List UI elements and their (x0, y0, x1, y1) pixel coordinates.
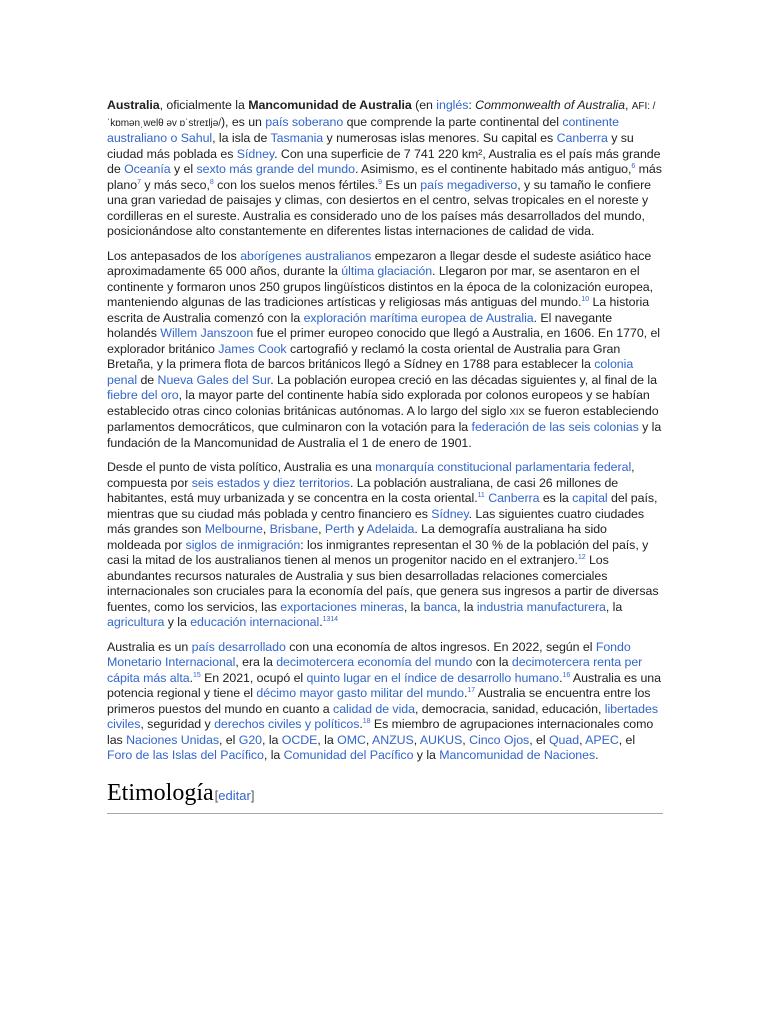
article-link[interactable]: décimo mayor gasto militar del mundo (256, 686, 464, 700)
article-link[interactable]: aborígenes australianos (240, 248, 372, 263)
text-run: más plano (107, 162, 662, 192)
text-run: de (137, 372, 158, 387)
text-run: y más seco, (140, 177, 210, 192)
text-run: Australia es una potencia regional y tiene el (107, 670, 661, 700)
text-run: En 2021, ocupó el (200, 670, 307, 685)
article-link[interactable]: última glaciación (341, 264, 433, 278)
text-run: con una economía de altos ingresos. En 2022, según el (285, 639, 596, 654)
article-link[interactable]: Sídney (431, 506, 469, 521)
text-run: del país, mientras que su ciudad más poblada y centro financiero es (107, 491, 658, 521)
reference-link[interactable]: 15 (193, 671, 201, 679)
article-link[interactable]: país megadiverso (420, 177, 518, 192)
text-run: . Llegaron por mar, se asentaron en el continente y formaron unos 250 grupos lingüísticos distintos en la época de la colonización europea, manteniendo algunas de las tradiciones artísticas y religiosas más antiguas del mundo. (107, 264, 654, 309)
article-link[interactable]: inglés (436, 98, 469, 112)
article-link[interactable]: G20 (238, 732, 263, 747)
edit-bracket-close: ] (250, 787, 255, 803)
article-link[interactable]: Naciones Unidas (126, 732, 220, 747)
text-run: . Asimismo, es el continente habitado más antiguo, (354, 162, 632, 176)
article-link[interactable]: continente australiano o Sahul (107, 114, 619, 145)
article-link[interactable]: OMC (337, 732, 366, 747)
text-run: , la mayor parte del continente había sido explorada por colonos europeos y se habían establecido otras cinco colonias británicas autónomas. A lo largo del siglo (107, 388, 650, 418)
article-link[interactable]: Oceanía (124, 162, 171, 176)
article-link[interactable]: Sídney (236, 146, 275, 161)
article-link[interactable]: Fondo Monetario Internacional (107, 639, 631, 669)
economy-paragraph (107, 640, 663, 764)
bold-term: Mancomunidad de Australia (248, 98, 412, 112)
text-run: . (595, 748, 599, 762)
text-run: , democracia, sanidad, educación, (414, 701, 605, 716)
text-run: y el (170, 162, 197, 176)
article-link[interactable]: Willem Janszoon (160, 326, 254, 340)
article-link[interactable]: derechos civiles y políticos (214, 717, 360, 731)
text-run: . El navegante holandés (107, 310, 613, 340)
edit-bracket-open: [ (214, 787, 219, 803)
text-run: . (319, 615, 323, 629)
reference-link[interactable]: 18 (362, 717, 371, 725)
article-link[interactable]: Canberra (556, 131, 608, 145)
text-run: Australia se encuentra entre los primeros puestos del mundo en cuanto a (107, 686, 651, 716)
italic-term: Commonwealth of Australia (475, 98, 625, 112)
edit-section-link[interactable] (215, 788, 255, 803)
text-run: y la fundación de la Mancomunidad de Australia el 1 de enero de 1901. (107, 420, 662, 450)
text-run: . La demografía australiana ha sido moldeada por (107, 522, 607, 552)
text-run: que comprende la parte continental del (343, 114, 563, 129)
text-run: , (318, 522, 325, 536)
text-run: , (462, 732, 470, 747)
reference-link[interactable]: 8 (209, 178, 214, 186)
article-link[interactable]: agricultura (107, 615, 165, 629)
text-run: y numerosas islas menores. Su capital es (323, 131, 557, 145)
text-run: cartografió y reclamó la costa oriental de Australia para Gran Bretaña, y la primera flota de barcos británicos llegó a Sídney en 1788 para establecer la (107, 341, 621, 371)
reference-link[interactable]: 9 (378, 178, 382, 186)
article-link[interactable]: Quad (548, 732, 580, 747)
text-run: y su ciudad más poblada es (107, 131, 634, 161)
article-link[interactable]: país soberano (265, 114, 344, 129)
text-run: Desde el punto de vista político, Australia es una (107, 460, 376, 474)
article-link[interactable]: decimotercera renta per cápita más alta (107, 655, 643, 685)
article-link[interactable]: exportaciones mineras (280, 599, 404, 614)
reference-link[interactable]: 17 (467, 686, 476, 694)
article-link[interactable]: Adelaida (366, 522, 415, 536)
text-run: y (354, 522, 367, 536)
bold-term: Australia (107, 98, 160, 112)
text-run: . Las siguientes cuatro ciudades más grandes son (107, 506, 645, 536)
text-run: , (413, 732, 420, 747)
text-run: , (262, 522, 270, 536)
text-run: , seguridad y (140, 717, 215, 731)
article-link[interactable]: educación internacional (190, 615, 320, 629)
article-link[interactable]: James Cook (218, 341, 287, 356)
text-run: con la (472, 655, 512, 669)
text-run: es la (539, 491, 573, 505)
text-run: : (468, 98, 476, 112)
text-run: , la (403, 599, 424, 614)
text-run: , la isla de (212, 131, 271, 145)
text-run: . Con una superficie de 7 741 220 km², Australia es el país más grande de (107, 146, 661, 176)
text-run: , la (263, 748, 284, 762)
section-heading-title: Etimología (107, 779, 214, 806)
text-run: empezaron a llegar desde el sudeste asiático hace aproximadamente 65 000 años, durante la (107, 248, 652, 278)
text-run: : los inmigrantes representan el 30 % de la población del país, y casi la mitad de los australianos tienen al menos un progenitor nacido en el extranjero. (107, 537, 649, 567)
article-link[interactable]: quinto lugar en el índice de desarrollo humano (306, 670, 560, 685)
text-run: (en (411, 98, 437, 112)
article-link[interactable]: país desarrollado (191, 639, 286, 654)
edit-link-label[interactable]: editar (218, 787, 251, 803)
text-run: Es un (382, 177, 421, 192)
article-link[interactable]: ANZUS (371, 732, 414, 747)
text-run: con los suelos menos fértiles. (213, 177, 379, 192)
text-run: y la (164, 615, 191, 629)
text-run: , (365, 732, 372, 747)
text-run: y la (413, 748, 440, 762)
article-link[interactable]: fiebre del oro (107, 388, 179, 402)
article-link[interactable]: AUKUS (419, 732, 463, 747)
article-link[interactable]: Foro de las Islas del Pacífico (107, 748, 264, 762)
text-run: , el (618, 732, 636, 747)
article-link[interactable]: calidad de vida (333, 701, 415, 716)
article-link[interactable]: Brisbane (269, 522, 319, 536)
article-link[interactable]: exploración marítima europea de Australia (303, 310, 534, 325)
article-link[interactable]: sexto más grande del mundo (196, 162, 355, 176)
text-run: La historia escrita de Australia comenzó con la (107, 295, 650, 325)
reference-link[interactable]: 10 (581, 295, 590, 303)
text-run: Es miembro de agrupaciones internacionales como las (107, 717, 654, 747)
article-link[interactable]: libertades civiles (107, 701, 658, 731)
text-run: , (624, 98, 632, 112)
reference-link[interactable]: 1314 (322, 615, 339, 623)
section-heading-etimologia (107, 778, 663, 814)
article-link[interactable]: colonia penal (107, 357, 634, 387)
text-run: , compuesta por (107, 460, 635, 490)
text-run: ), es un (220, 114, 266, 129)
text-run: , la (317, 732, 338, 747)
text-run: , el (529, 732, 549, 747)
intro-paragraph (107, 98, 663, 240)
history-paragraph (107, 249, 663, 452)
text-run: . La población europea creció en las décadas siguientes y, al final de la (270, 372, 657, 387)
reference-link[interactable]: 6 (631, 162, 636, 170)
text-run: , oficialmente la (159, 98, 249, 112)
reference-link[interactable]: 16 (562, 671, 571, 679)
article-link[interactable]: Comunidad del Pacífico (283, 748, 414, 762)
article-link[interactable]: seis estados y diez territorios (191, 475, 350, 490)
article-link[interactable]: banca (423, 599, 458, 614)
text-run: , la (262, 732, 282, 747)
text-run: . (559, 670, 563, 685)
text-run: fue el primer europeo conocido que llegó a Australia, en 1606. En 1770, el explorador británico (107, 326, 661, 356)
text-run: . (189, 670, 193, 685)
article-link[interactable]: industria manufacturera (476, 599, 606, 614)
text-run: . (359, 717, 363, 731)
text-run: , y su tamaño le confiere una gran variedad de paisajes y climas, con desiertos en el centro, selvas tropicales en el noreste y cordilleras en el sureste. Australia es considerado uno de los países más desarrollados del mundo, posicionándose alto constantemente en diferentes listas internaciones de calidad de vida. (107, 177, 651, 238)
article-link[interactable]: Cinco Ojos (469, 732, 530, 747)
article-link[interactable]: APEC (585, 732, 619, 747)
text-run: , la (457, 599, 477, 614)
text-run: se fueron estableciendo parlamentos democráticos, que culminaron con la votación para la (107, 403, 659, 434)
article-link[interactable]: Nueva Gales del Sur (157, 372, 271, 387)
reference-link[interactable]: 12 (577, 553, 586, 561)
article-link[interactable]: Tasmania (270, 131, 324, 145)
ipa-pronunciation: AFI: /ˈkɒmənˌwelθ əv ɒˈstreɪljə/ (107, 101, 656, 129)
text-run: Los abundantes recursos naturales de Australia y sus bien desarrolladas relaciones comerciales internacionales son cruciales para la economía del país, que genera sus ingresos a partir de diversas fuentes, como los servicios, las (107, 553, 659, 614)
text-run: , era la (235, 655, 277, 669)
reference-link[interactable]: 7 (137, 178, 141, 186)
article-link[interactable]: federación de las seis colonias (471, 420, 639, 434)
article-link[interactable]: Canberra (488, 491, 540, 505)
text-run: . La población australiana, de casi 26 millones de habitantes, está muy urbanizada y se concentra en la costa oriental. (107, 475, 619, 505)
text-run: , el (219, 732, 239, 747)
article-link[interactable]: capital (572, 491, 608, 505)
text-run: , (579, 732, 586, 747)
article-link[interactable]: decimotercera economía del mundo (276, 655, 473, 669)
article-link[interactable]: Perth (324, 522, 355, 536)
article-link[interactable]: monarquía constitucional parlamentaria federal (375, 460, 632, 474)
text-run: Australia es un (107, 639, 192, 654)
article-link[interactable]: siglos de inmigración (185, 537, 301, 552)
text-run: . (463, 686, 468, 700)
article-link[interactable]: OCDE (281, 732, 318, 747)
text-run: Los antepasados de los (107, 248, 241, 263)
article-content (107, 98, 663, 814)
century-numeral: XIX (509, 406, 525, 418)
article-link[interactable]: Mancomunidad de Naciones (439, 748, 596, 762)
politics-paragraph (107, 460, 663, 631)
article-link[interactable]: Melbourne (204, 522, 263, 536)
text-run: , la (605, 599, 623, 614)
reference-link[interactable]: 11 (477, 491, 485, 499)
